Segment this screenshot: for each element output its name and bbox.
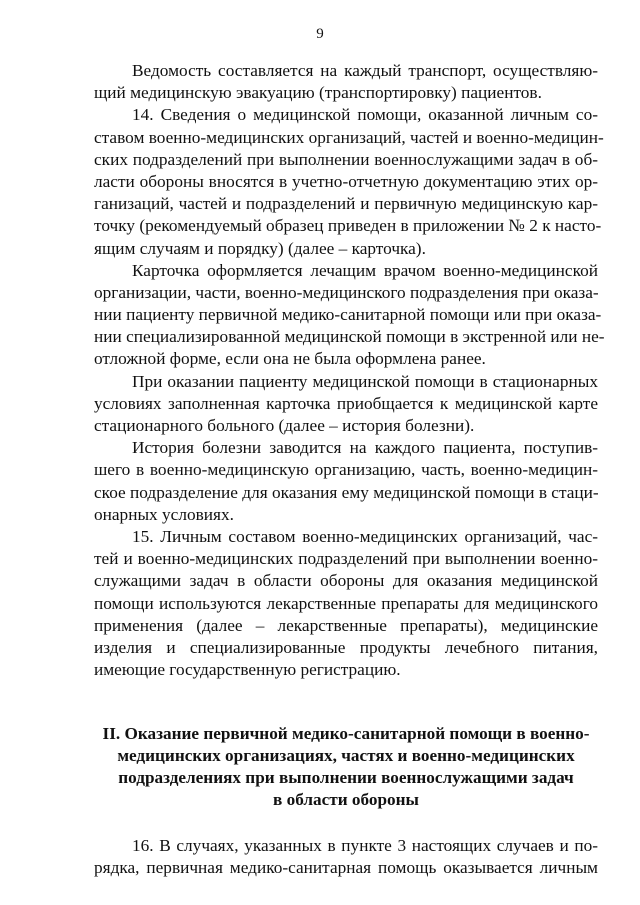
heading-line: подразделениях при выполнении военнослужащими задач — [118, 768, 574, 788]
page-number: 9 — [316, 26, 324, 42]
paragraph — [94, 104, 604, 259]
document-body — [94, 60, 605, 880]
text-line: помощи используются лекарственные препараты для медицинского — [94, 593, 598, 613]
text-line: служащими задач в области обороны для оказания медицинской — [94, 571, 598, 591]
text-line: 15. Личным составом военно-медицинских организаций, час- — [132, 526, 598, 546]
paragraph — [94, 60, 598, 104]
text-line: тей и военно-медицинских подразделений при выполнении военно- — [94, 549, 598, 569]
heading-line: в области обороны — [273, 790, 419, 810]
text-line: ласти обороны вносятся в учетно-отчетную документацию этих ор- — [94, 171, 598, 191]
text-line: условиях заполненная карточка приобщается к медицинской карте — [94, 393, 598, 413]
text-line: щий медицинскую эвакуацию (транспортировку) пациентов. — [94, 83, 542, 103]
text-line: имеющие государственную регистрацию. — [94, 660, 401, 680]
text-line: организации, части, военно-медицинского подразделения при оказа- — [94, 282, 599, 302]
text-line: ящим случаям и порядку) (далее – карточка). — [94, 238, 426, 258]
text-line: Ведомость составляется на каждый транспорт, осуществляю- — [132, 61, 598, 80]
text-line: изделия и специализированные продукты лечебного питания, — [94, 637, 598, 657]
spacer — [94, 681, 598, 723]
paragraph — [94, 371, 598, 438]
text-line: шего в военно-медицинскую организацию, часть, военно-медицин- — [94, 460, 598, 480]
text-line: применения (далее – лекарственные препараты), медицинские — [94, 615, 598, 635]
text-line: точку (рекомендуемый образец приведен в приложении № 2 к насто- — [94, 216, 602, 236]
text-line: 16. В случаях, указанных в пункте 3 настоящих случаев и по- — [132, 836, 598, 856]
text-line: При оказании пациенту медицинской помощи в стационарных — [132, 371, 598, 391]
paragraph — [94, 260, 605, 371]
spacer — [94, 811, 598, 835]
text-line: 14. Сведения о медицинской помощи, оказанной личным со- — [132, 105, 598, 125]
text-line: ских подразделений при выполнении военнослужащими задач в об- — [94, 149, 598, 169]
paragraph — [94, 835, 598, 879]
heading-line: медицинских организациях, частях и военно-медицинских — [117, 746, 575, 766]
text-line: отложной форме, если она не была оформлена ранее. — [94, 349, 486, 369]
text-line: стационарного больного (далее – история болезни). — [94, 416, 475, 435]
text-line: ское подразделение для оказания ему медицинской помощи в стаци- — [94, 482, 599, 502]
text-line: ганизаций, частей и подразделений и первичную медицинскую кар- — [94, 194, 598, 214]
section-heading — [94, 723, 598, 811]
text-line: нии пациенту первичной медико-санитарной помощи или при оказа- — [94, 305, 602, 325]
paragraph — [94, 437, 598, 526]
paragraph — [94, 526, 598, 681]
text-line: нии специализированной медицинской помощи в экстренной или не- — [94, 327, 605, 347]
text-line: Карточка оформляется лечащим врачом военно-медицинской — [132, 260, 598, 280]
heading-line: II. Оказание первичной медико-санитарной помощи в военно- — [102, 724, 590, 744]
text-line: рядка, первичная медико-санитарная помощь оказывается личным — [94, 858, 598, 878]
text-line: ставом военно-медицинских организаций, частей и военно-медицин- — [94, 127, 604, 147]
text-line: История болезни заводится на каждого пациента, поступив- — [132, 438, 598, 458]
text-line: онарных условиях. — [94, 504, 234, 524]
